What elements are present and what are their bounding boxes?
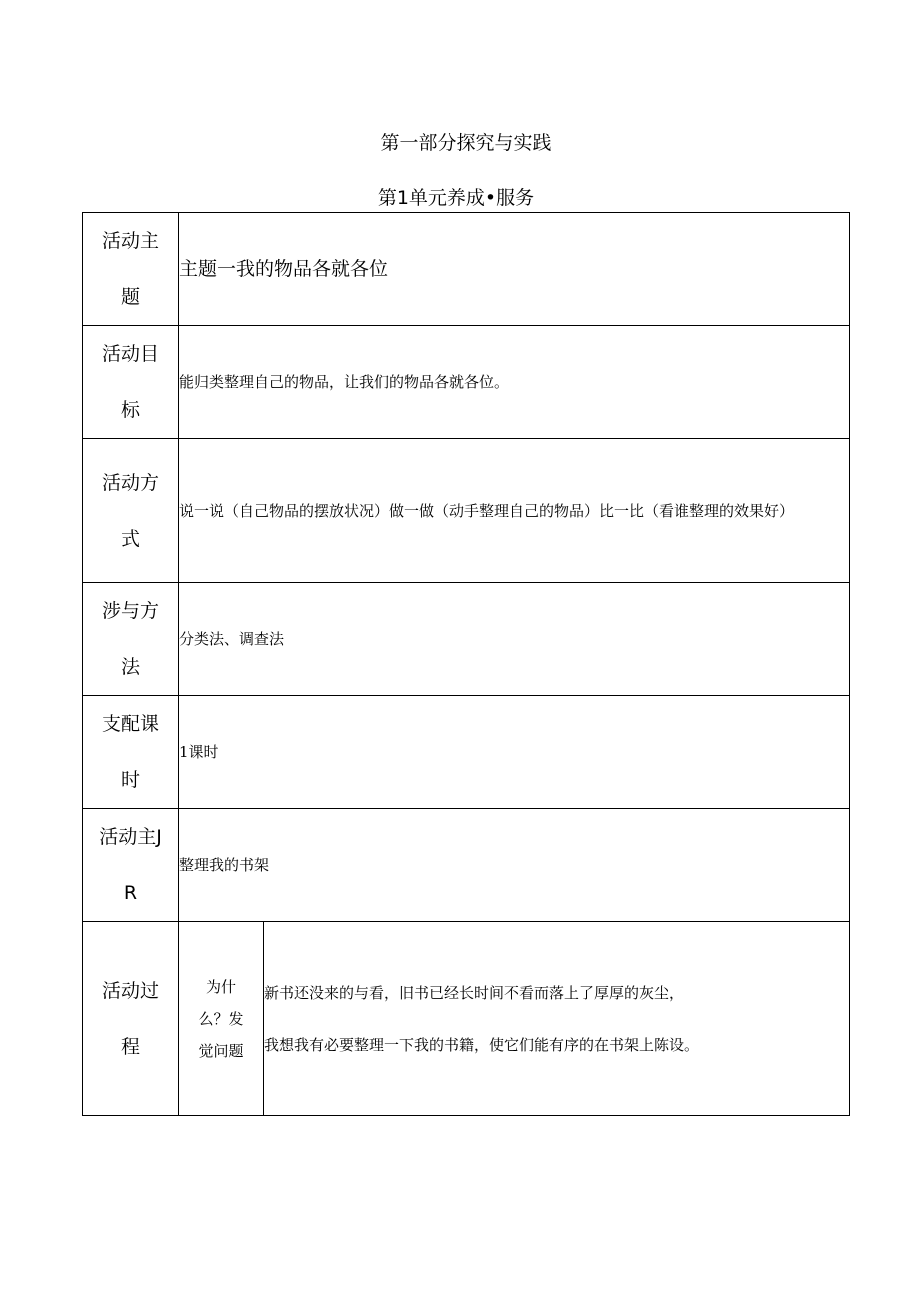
- process-description: [264, 922, 850, 1116]
- row-label-goal: 活动目标: [83, 326, 179, 439]
- activity-table: [82, 212, 850, 1116]
- process-line: 新书还没来的与看，旧书已经长时间不看而落上了厚厚的灰尘，: [264, 983, 685, 1002]
- row-label-process: 活动过程: [83, 922, 179, 1116]
- table-row: [83, 696, 850, 809]
- row-value-method: 说一说（自己物品的摆放状况）做一做（动手整理自己的物品）比一比（看谁整理的效果好）: [179, 439, 850, 583]
- row-label-topic: 活动主题: [83, 213, 179, 326]
- row-label-subtopic: 活动主JR: [83, 809, 179, 922]
- row-label-approach: 涉与方法: [83, 583, 179, 696]
- row-value-topic: 主题一我的物品各就各位: [179, 213, 850, 326]
- row-label-method: 活动方式: [83, 439, 179, 583]
- row-value-approach: 分类法、调查法: [179, 583, 850, 696]
- unit-title: 第1单元养成•服务: [377, 187, 535, 209]
- table-row: [83, 439, 850, 583]
- table-row: [83, 809, 850, 922]
- table-row: [83, 922, 850, 1116]
- row-value-subtopic: 整理我的书架: [179, 809, 850, 922]
- part-title: 第一部分探究与实践: [380, 132, 552, 154]
- process-sub-label: 为什么？发觉问题: [179, 922, 264, 1116]
- row-label-hours: 支配课时: [83, 696, 179, 809]
- process-line: 我想我有必要整理一下我的书籍，使它们能有序的在书架上陈设。: [264, 1035, 700, 1054]
- table-row: [83, 583, 850, 696]
- row-value-goal: 能归类整理自己的物品，让我们的物品各就各位。: [179, 326, 850, 439]
- table-row: [83, 213, 850, 326]
- row-value-hours: 1课时: [179, 696, 850, 809]
- table-row: [83, 326, 850, 439]
